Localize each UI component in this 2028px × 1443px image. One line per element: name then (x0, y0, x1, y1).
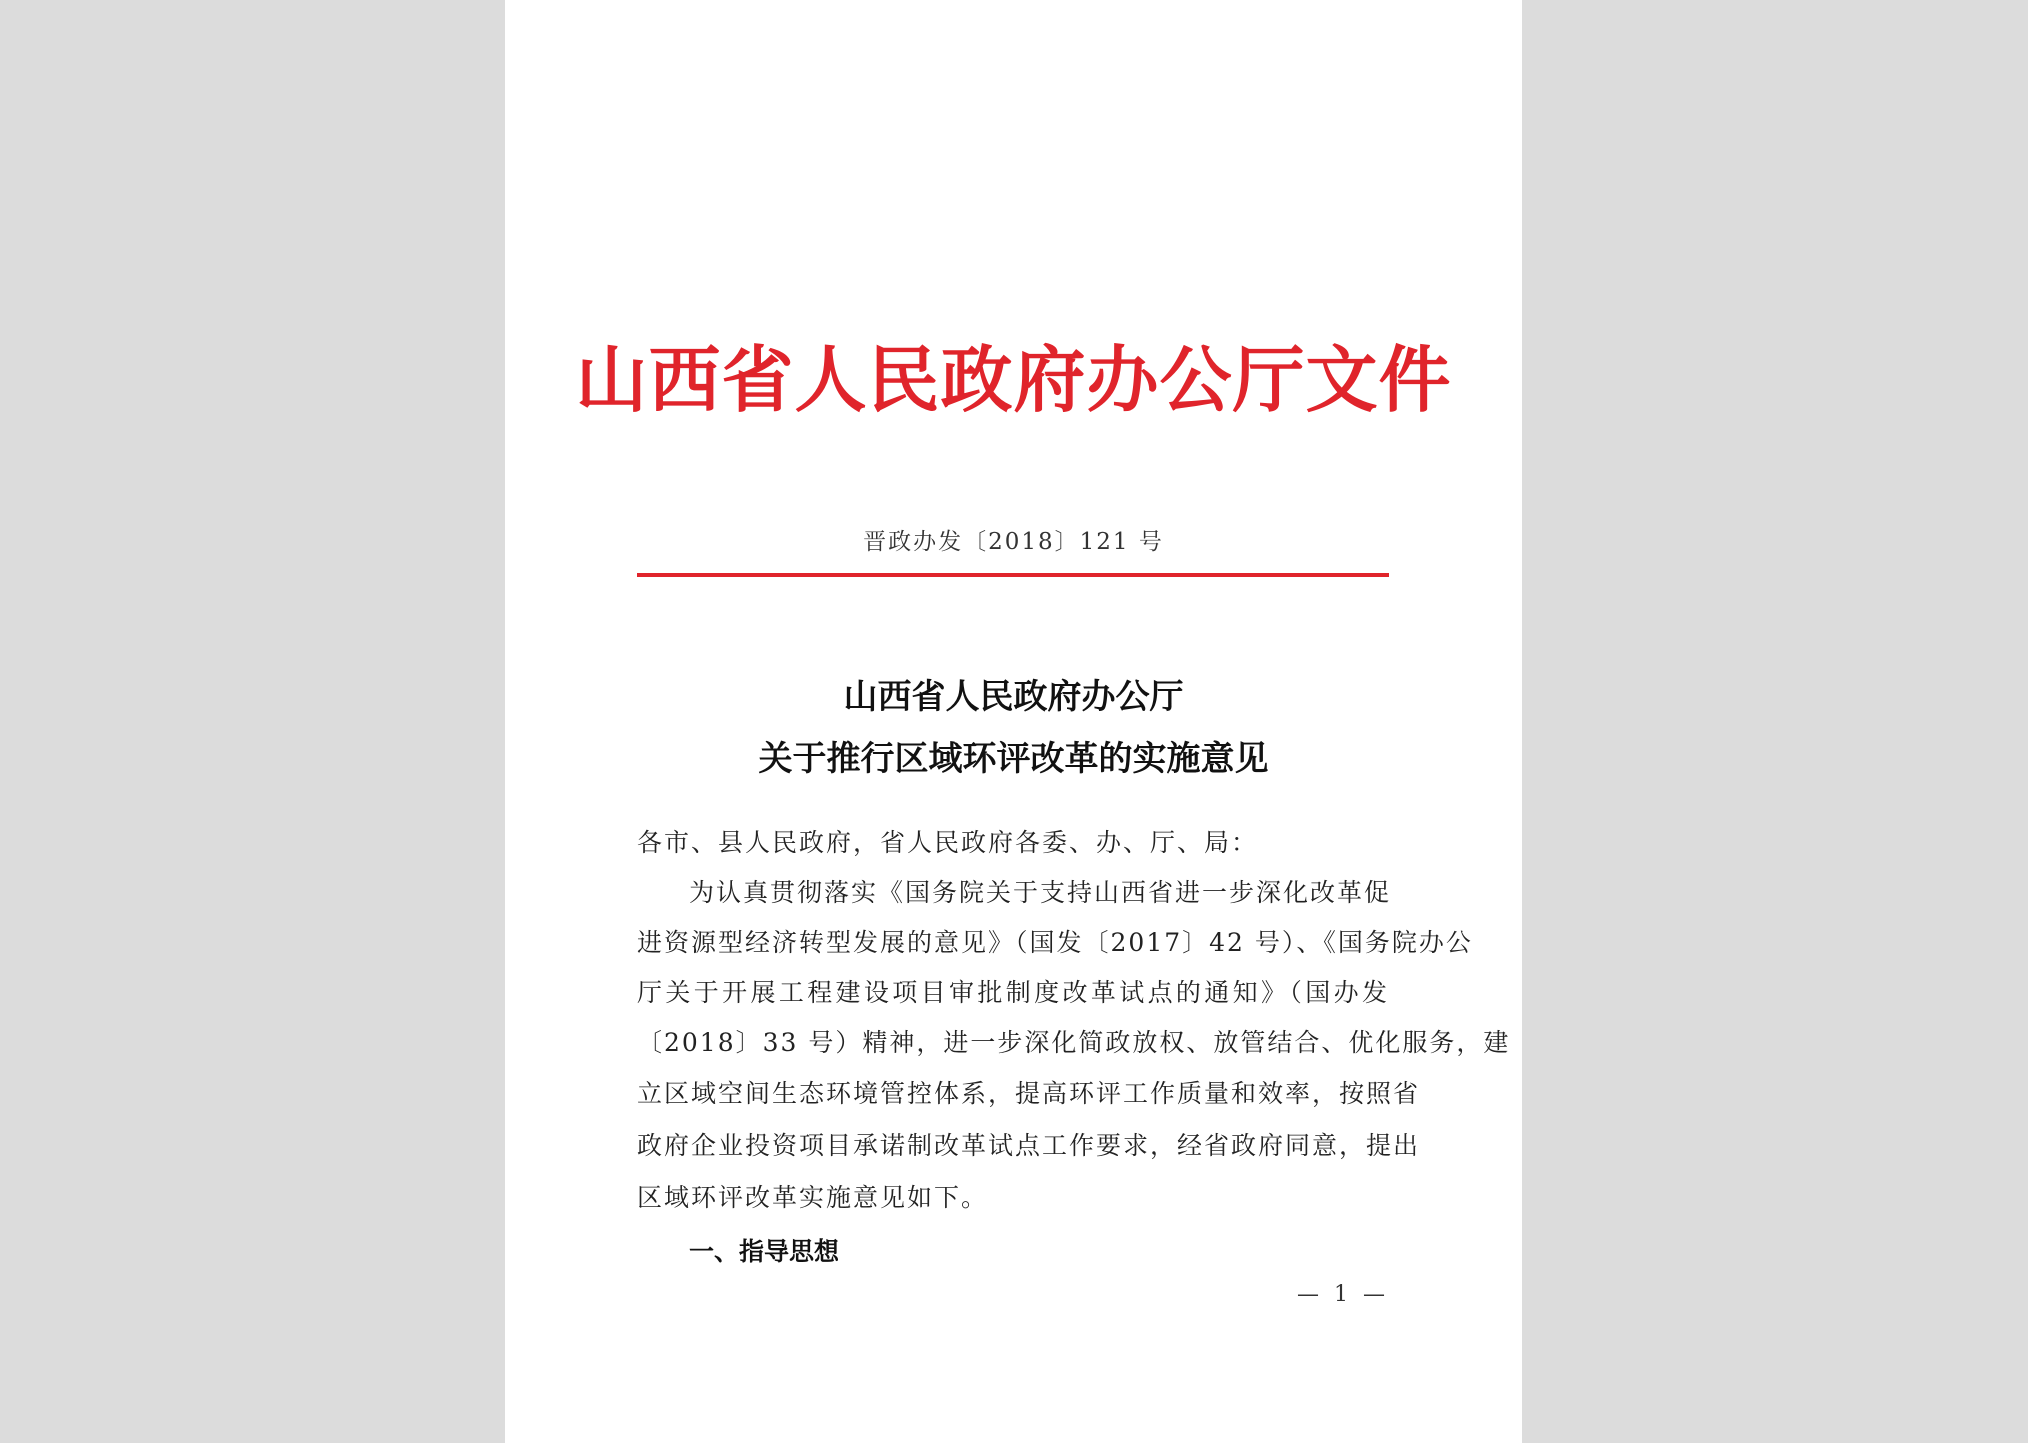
red-divider-line (637, 573, 1389, 577)
document-page (505, 0, 1522, 1443)
body-line: 为认真贯彻落实《国务院关于支持山西省进一步深化改革促 (689, 878, 1392, 907)
document-title-line-1: 山西省人民政府办公厅 (843, 677, 1184, 717)
document-title-line-2: 关于推行区域环评改革的实施意见 (758, 739, 1269, 779)
page-number: — 1 — (1297, 1282, 1389, 1307)
document-number: 晋政办发〔2018〕121 号 (863, 529, 1164, 555)
body-line: 厅关于开展工程建设项目审批制度改革试点的通知》（国办发 (637, 978, 1389, 1007)
body-line: 〔2018〕33 号）精神，进一步深化简政放权、放管结合、优化服务，建 (637, 1028, 1511, 1057)
body-line: 立区域空间生态环境管控体系，提高环评工作质量和效率，按照省 (637, 1079, 1421, 1108)
salutation: 各市、县人民政府，省人民政府各委、办、厅、局： (637, 828, 1259, 857)
body-line: 政府企业投资项目承诺制改革试点工作要求，经省政府同意，提出 (637, 1131, 1421, 1160)
issuing-authority-header: 山西省人民政府办公厅文件 (575, 337, 1452, 422)
body-line: 进资源型经济转型发展的意见》（国发〔2017〕42 号）、《国务院办公 (637, 928, 1473, 957)
body-line: 区域环评改革实施意见如下。 (637, 1183, 989, 1212)
section-heading: 一、指导思想 (689, 1237, 840, 1266)
